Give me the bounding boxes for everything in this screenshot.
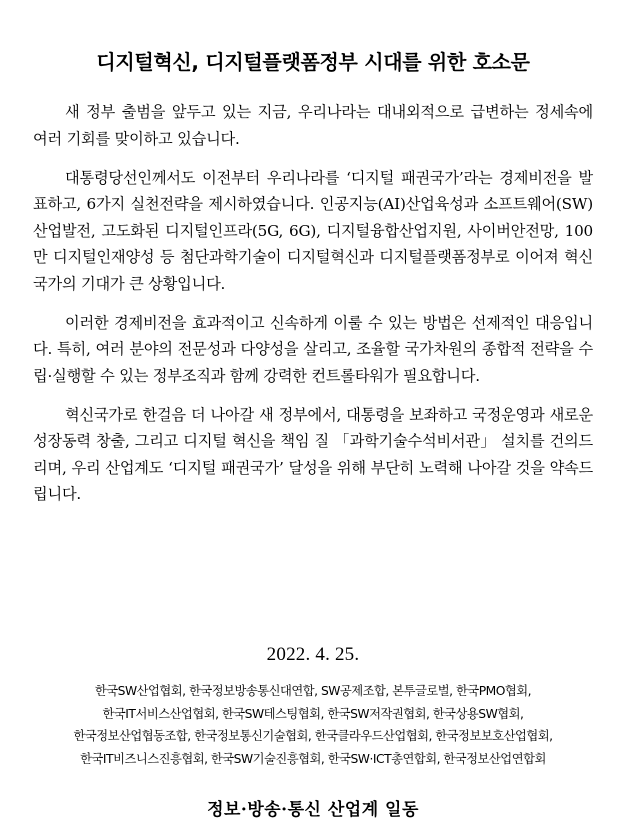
paragraph-intro: 새 정부 출범을 앞두고 있는 지금, 우리나라는 대내외적으로 급변하는 정세속에 여러 기회를 맞이하고 있습니다. [33,103,593,148]
document-body [33,99,593,520]
document-title: 디지털혁신, 디지털플랫폼정부 시대를 위한 호소문 [96,50,530,75]
organization-line: 한국정보산업협동조합, 한국정보통신기술협회, 한국클라우드산업협회, 한국정보보호산업협회, [73,729,553,743]
organization-list [0,680,626,770]
organization-line: 한국IT서비스산업협회, 한국SW테스팅협회, 한국SW저작권협회, 한국상용SW협회, [102,706,524,721]
signature: 정보·방송·통신 산업계 일동 [207,800,419,820]
paragraph-vision: 대통령당선인께서도 이전부터 우리나라를 ‘디지털 패권국가’라는 경제비전을 발표하고, 6가지 실천전략을 제시하였습니다. 인공지능(AI)산업육성과 소프트웨어(SW)산업발전, 고도화된 디지털인프라(5G, 6G), 디지털융합산업지원, 사이버안전망, 100만 디지털인재양성 등 첨단과학기술이 디지털혁신과 디지털플랫폼정부로 이어져 혁신국가의 기대가 큰 상황입니다. [33,168,593,293]
organization-line: 한국IT비즈니스진흥협회, 한국SW기술진흥협회, 한국SW·ICT총연합회, 한국정보산업연합회 [80,751,546,766]
paragraph-proposal: 혁신국가로 한걸음 더 나아갈 새 정부에서, 대통령을 보좌하고 국정운영과 새로운 성장동력 창출, 그리고 디지털 혁신을 책임 질 「과학기술수석비서관」 설치를 건의드리며, 우리 산업계도 ‘디지털 패권국가’ 달성을 위해 부단히 노력해 나아갈 것을 약속드립니다. [33,405,593,503]
document-date: 2022. 4. 25. [266,644,360,665]
organization-line: 한국SW산업협회, 한국정보방송통신대연합, SW공제조합, 본투글로벌, 한국PMO협회, [94,684,532,698]
paragraph-response: 이러한 경제비전을 효과적이고 신속하게 이룰 수 있는 방법은 선제적인 대응입니다. 특히, 여러 분야의 전문성과 다양성을 살리고, 조율할 국가차원의 종합적 전략을 수립·실행할 수 있는 정부조직과 함께 강력한 컨트롤타워가 필요합니다. [33,313,593,385]
